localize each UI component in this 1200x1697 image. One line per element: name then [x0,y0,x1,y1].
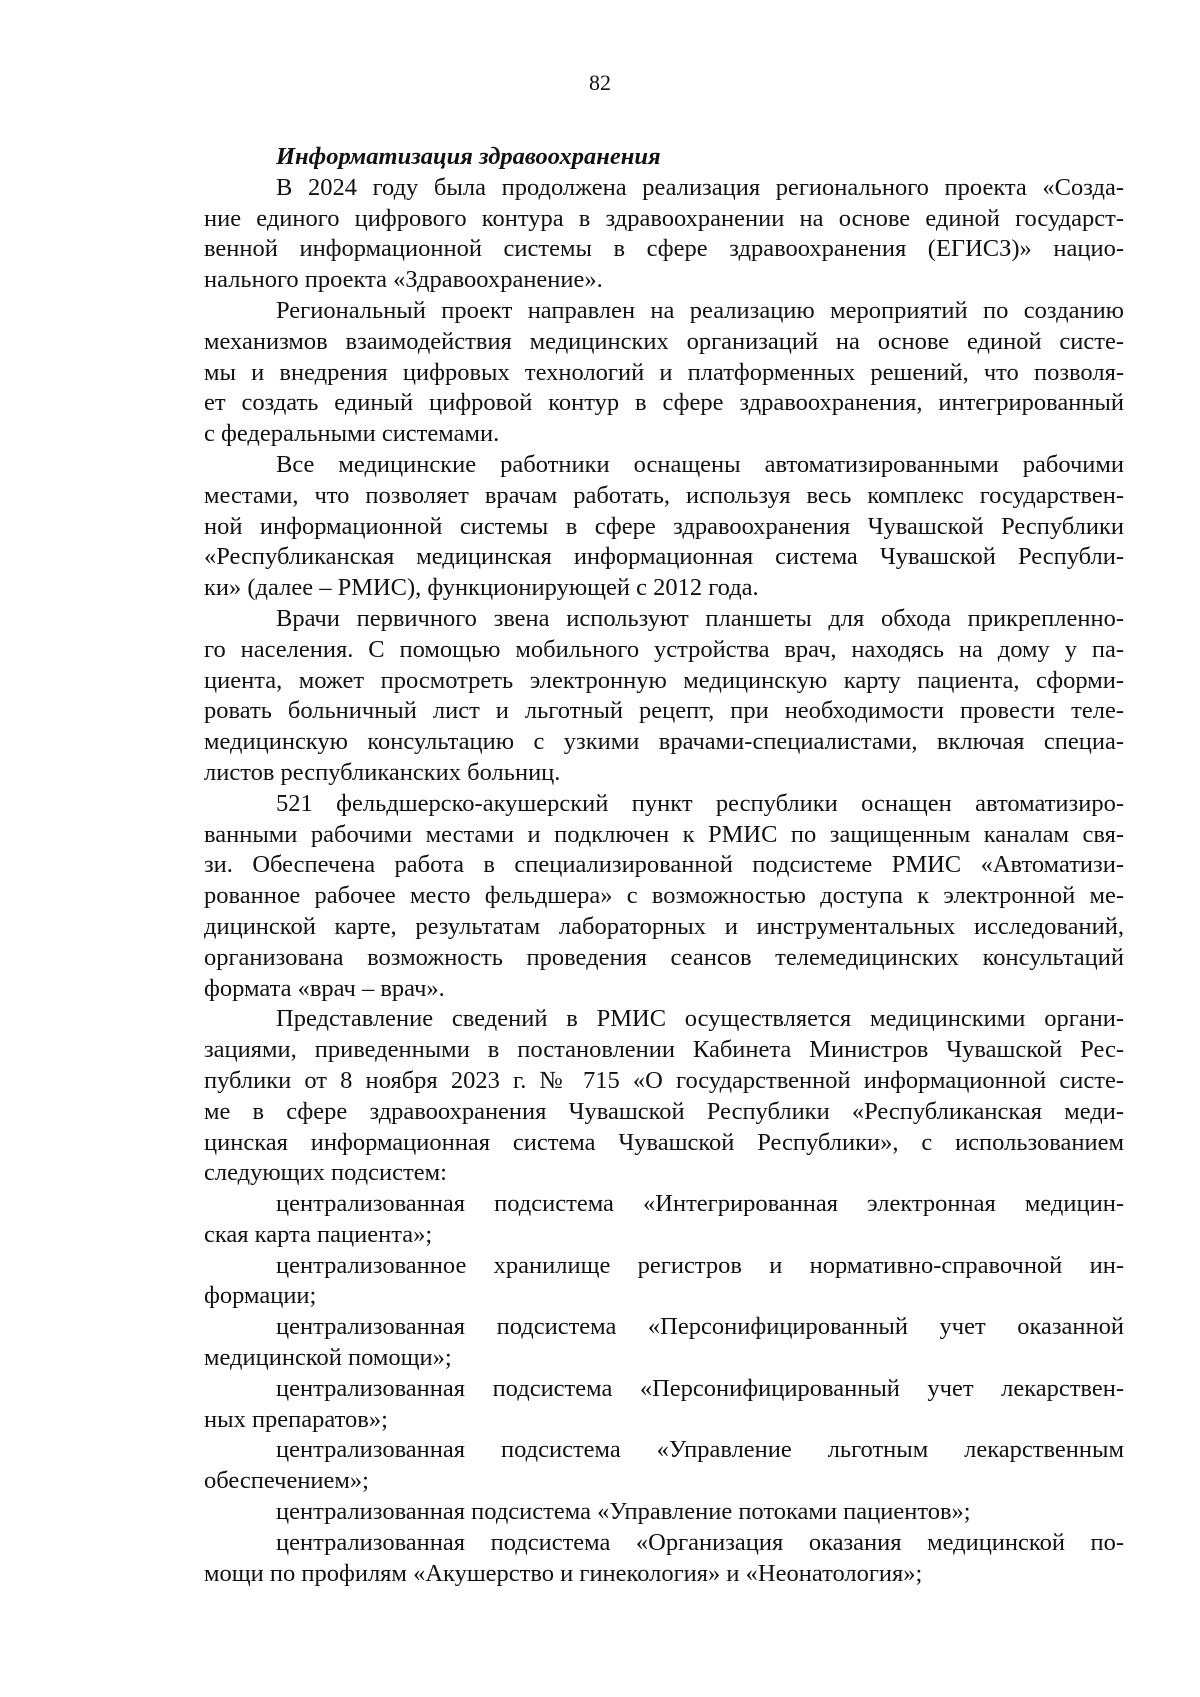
paragraph [204,1435,1124,1497]
text-line: ки» (далее – РМИС), функционирующей с 2012 года. [204,574,759,602]
text-line: ме в сфере здравоохранения Чувашской Республики «Республиканская меди- [204,1097,1124,1125]
text-line: ванными рабочими местами и подключен к РМИС по защищенным каналам свя- [204,820,1124,848]
text-line: ной информационной системы в сфере здравоохранения Чувашской Республики [204,512,1124,540]
paragraph [204,450,1124,604]
page-number: 82 [589,70,611,95]
text-line: организована возможность проведения сеансов телемедицинских консультаций [204,943,1124,971]
text-line: 521 фельдшерско-акушерский пункт республики оснащен автоматизиро- [276,789,1124,817]
text-line: централизованная подсистема «Организация оказания медицинской по- [276,1528,1124,1556]
text-line: централизованное хранилище регистров и нормативно-справочной ин- [276,1251,1124,1279]
section-heading: Информатизация здравоохранения [276,143,661,170]
text-line: обеспечением»; [204,1467,369,1495]
paragraph [204,1251,1124,1313]
text-line: нального проекта «Здравоохранение». [204,266,603,294]
paragraph [204,1497,1124,1528]
text-line: зациями, приведенными в постановлении Кабинета Министров Чувашской Рес- [204,1036,1124,1064]
text-line: публики от 8 ноября 2023 г. № 715 «О государственной информационной систе- [204,1066,1124,1094]
text-line: дицинской карте, результатам лабораторных и инструментальных исследований, [204,912,1124,940]
text-line: венной информационной системы в сфере здравоохранения (ЕГИСЗ)» нацио- [204,235,1124,263]
text-line: формата «врач – врач». [204,974,445,1002]
text-line: рованное рабочее место фельдшера» с возможностью доступа к электронной ме- [204,882,1124,910]
paragraph [204,173,1124,296]
text-line: централизованная подсистема «Управление льготным лекарственным [276,1436,1124,1464]
text-line: централизованная подсистема «Персонифицированный учет лекарствен- [276,1374,1124,1402]
text-line: ет создать единый цифровой контур в сфере здравоохранения, интегрированный [204,389,1124,417]
text-line: медицинскую консультацию с узкими врачами-специалистами, включая специа- [204,728,1124,756]
text-line: ние единого цифрового контура в здравоохранении на основе единой государст- [204,204,1124,232]
text-line: ровать больничный лист и льготный рецепт, при необходимости провести теле- [204,697,1124,725]
text-line: централизованная подсистема «Персонифицированный учет оказанной [276,1313,1124,1341]
text-line: ных препаратов»; [204,1405,388,1433]
text-line: централизованная подсистема «Управление потоками пациентов»; [276,1498,971,1526]
paragraph [204,296,1124,450]
text-line: Региональный проект направлен на реализацию мероприятий по созданию [276,296,1124,324]
paragraph-container [204,173,1124,1590]
text-line: В 2024 году была продолжена реализация регионального проекта «Созда- [276,173,1124,201]
paragraph [204,1528,1124,1590]
text-line: зи. Обеспечена работа в специализированной подсистеме РМИС «Автоматизи- [204,851,1124,879]
text-line: цинская информационная система Чувашской Республики», с использованием [204,1128,1124,1156]
text-line: Врачи первичного звена используют планшеты для обхода прикрепленно- [276,604,1124,632]
paragraph [204,1374,1124,1436]
paragraph [204,604,1124,789]
paragraph [204,1004,1124,1189]
text-line: ская карта пациента»; [204,1220,433,1248]
text-line: местами, что позволяет врачам работать, используя весь комплекс государствен- [204,481,1124,509]
text-line: формации; [204,1282,317,1310]
text-line: медицинской помощи»; [204,1344,452,1372]
text-line: Представление сведений в РМИС осуществляется медицинскими органи- [276,1005,1124,1033]
text-line: централизованная подсистема «Интегрированная электронная медицин- [276,1190,1124,1218]
text-line: циента, может просмотреть электронную медицинскую карту пациента, сформи- [204,666,1124,694]
text-line: мы и внедрения цифровых технологий и платформенных решений, что позволя- [204,358,1124,386]
document-body [204,142,1124,1589]
text-line: го населения. С помощью мобильного устройства врач, находясь на дому у па- [204,635,1124,663]
text-line: с федеральными системами. [204,420,500,448]
text-line: Все медицинские работники оснащены автоматизированными рабочими [276,450,1124,478]
text-line: листов республиканских больниц. [204,758,561,786]
text-line: механизмов взаимодействия медицинских организаций на основе единой систе- [204,327,1124,355]
paragraph [204,1189,1124,1251]
paragraph [204,1312,1124,1374]
text-line: «Республиканская медицинская информационная система Чувашской Республи- [204,543,1124,571]
text-line: мощи по профилям «Акушерство и гинекология» и «Неонатология»; [204,1559,923,1587]
paragraph [204,789,1124,1005]
text-line: следующих подсистем: [204,1159,447,1187]
